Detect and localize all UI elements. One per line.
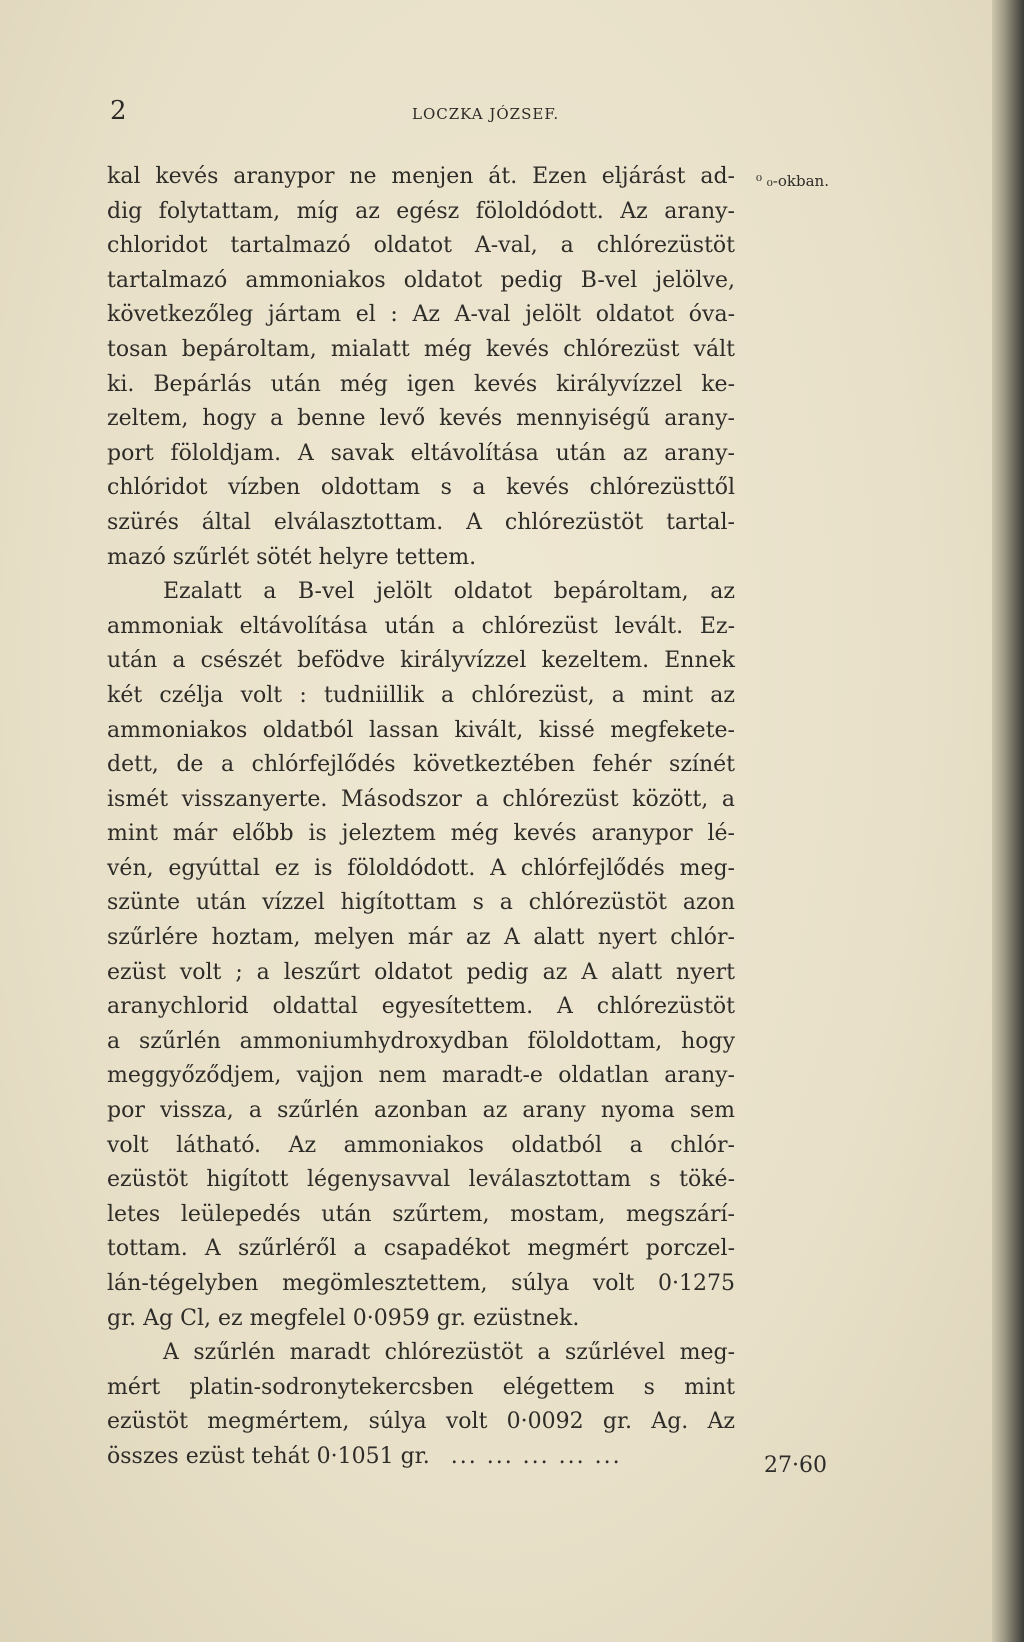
text-line: letes leülepedés után szűrtem, mostam, megszárí- — [107, 1201, 735, 1227]
running-head: LOCZKA JÓZSEF. — [412, 105, 560, 123]
text-line: vén, egyúttal ez is föloldódott. A chlórfejlődés meg- — [107, 855, 735, 881]
text-line: tottam. A szűrléről a csapadékot megmért porczel- — [107, 1236, 735, 1262]
text-line: után a csészét befödve királyvízzel kezeltem. Ennek — [107, 648, 735, 674]
text-line: por vissza, a szűrlén azonban az arany nyoma sem — [107, 1098, 735, 1124]
text-line: mazó szűrlét sötét helyre tettem. — [107, 544, 477, 570]
page-number: 2 — [110, 96, 127, 126]
text-line: ammoniakos oldatból lassan kivált, kissé megfekete- — [107, 717, 735, 743]
leader-dots: ... ... ... ... ... — [450, 1443, 622, 1469]
text-line-final — [107, 1440, 735, 1475]
text-line: szűrlére hoztam, melyen már az A alatt nyert chlór- — [107, 925, 735, 951]
text-line: két czélja volt : tudniillik a chlórezüst, a mint az — [107, 682, 735, 708]
text-line: ezüstöt higított légenysavval leválasztottam s töké- — [107, 1167, 735, 1193]
text-line: meggyőződjem, vajjon nem maradt-e oldatlan arany- — [107, 1063, 735, 1089]
text-line: ismét visszanyerte. Másodszor a chlórezüst között, a — [107, 786, 735, 812]
text-line: chlóridot vízben oldottam s a kevés chlórezüsttől — [107, 475, 735, 501]
text-line: tosan bepároltam, mialatt még kevés chlórezüst vált — [107, 336, 735, 362]
text-line: mint már előbb is jeleztem még kevés aranypor lé- — [107, 821, 735, 847]
text-line: szürés által elválasztottam. A chlórezüstöt tartal- — [107, 509, 735, 535]
text-line: a szűrlén ammoniumhydroxydban föloldottam, hogy — [107, 1028, 735, 1054]
text-line: dig folytattam, míg az egész föloldódott. Az arany- — [107, 198, 735, 224]
text-line: Ezalatt a B-vel jelölt oldatot bepároltam, az — [163, 579, 735, 605]
text-line: szünte után vízzel higítottam s a chlórezüstöt azon — [107, 890, 735, 916]
text-line: A szűrlén maradt chlórezüstöt a szűrlével meg- — [163, 1340, 735, 1366]
text-line: aranychlorid oldattal egyesítettem. A chlórezüstöt — [107, 994, 735, 1020]
text-line: ezüstöt megmértem, súlya volt 0·0092 gr. Ag. Az — [107, 1409, 735, 1435]
text-line: ki. Bepárlás után még igen kevés királyvízzel ke- — [107, 371, 735, 397]
text-line: dett, de a chlórfejlődés következtében fehér színét — [107, 752, 735, 778]
text-line: ammoniak eltávolítása után a chlórezüst levált. Ez- — [107, 613, 735, 639]
text-line: zeltem, hogy a benne levő kevés mennyiségű arany- — [107, 406, 735, 432]
text-line: ezüst volt ; a leszűrt oldatot pedig az A alatt nyert — [107, 959, 735, 985]
text-line: mért platin-sodronytekercsben elégettem s mint — [107, 1374, 735, 1400]
text-line: port föloldjam. A savak eltávolítása után az arany- — [107, 440, 735, 466]
text-line: lán-tégelyben megömlesztettem, súlya volt 0·1275 — [107, 1271, 735, 1296]
margin-value-bottom: 27·60 — [764, 1453, 827, 1478]
page-header — [0, 96, 992, 130]
text-line: volt látható. Az ammoniakos oldatból a chlór- — [107, 1132, 735, 1158]
text-line: tartalmazó ammoniakos oldatot pedig B-vel jelölve, — [107, 267, 735, 293]
body-text — [107, 160, 735, 1475]
page-edge-shadow — [992, 0, 1024, 1642]
text-line: chloridot tartalmazó oldatot A-val, a chlórezüstöt — [107, 233, 735, 259]
final-sentence: összes ezüst tehát 0·1051 gr. — [107, 1443, 430, 1469]
text-line: kal kevés aranypor ne menjen át. Ezen eljárást ad- — [107, 164, 735, 189]
text-line: gr. Ag Cl, ez megfelel 0·0959 gr. ezüstnek. — [107, 1305, 580, 1331]
text-line: következőleg jártam el : Az A-val jelölt oldatot óva- — [107, 302, 735, 328]
margin-note-top: ⁰ ₀-okban. — [756, 172, 829, 190]
